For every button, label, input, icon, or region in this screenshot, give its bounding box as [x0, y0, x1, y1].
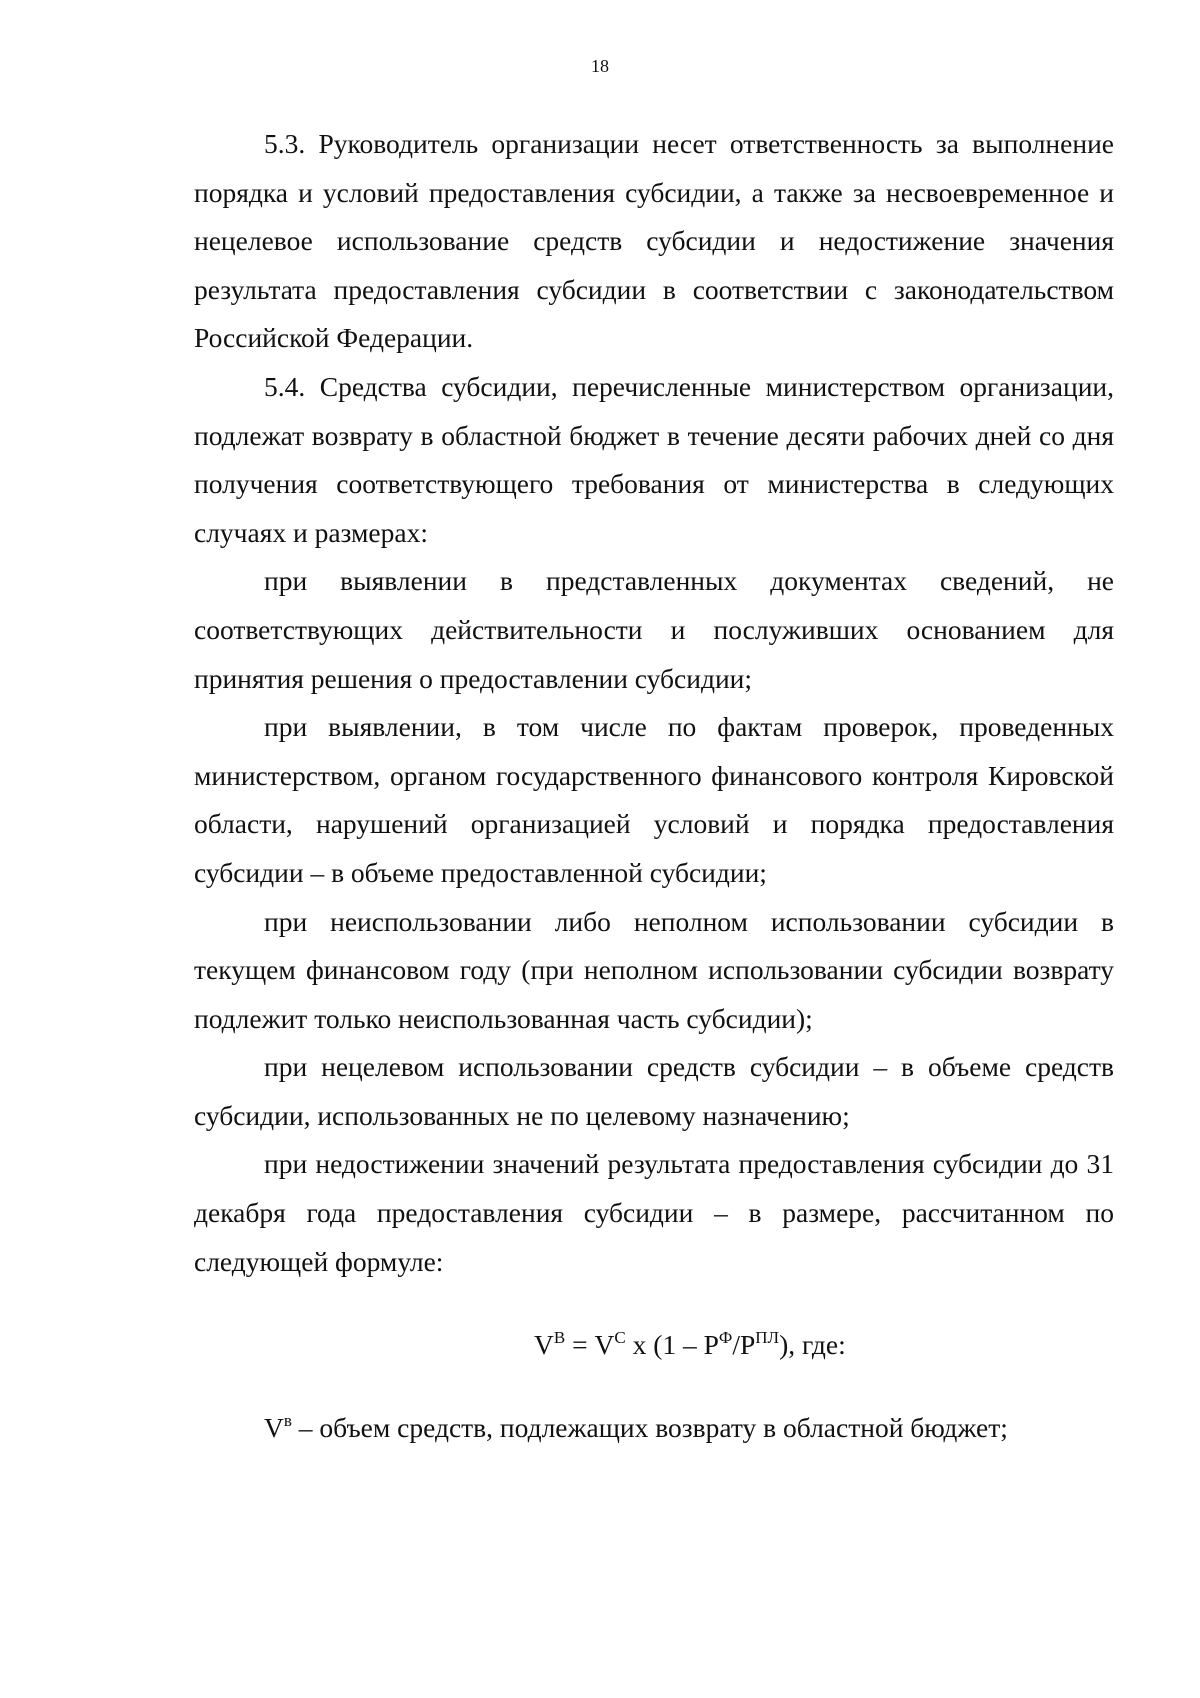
formula-slash: /P [732, 1329, 756, 1361]
paragraph-5-3: 5.3. Руководитель организации несет ответственность за выполнение порядка и условий предоставления субсидии, а также за несвоевременное и нецелевое использование средств субсидии и недостижение значения результата предоставления субсидии в соответствии с законодательством Российской Федерации. [194, 128, 1114, 354]
definition-sup: в [283, 1410, 292, 1430]
formula-sup-f: Ф [718, 1328, 733, 1348]
formula-sup-c: С [614, 1328, 626, 1348]
definition-v: V [264, 1411, 284, 1443]
paragraph-case-false-info: при выявлении в представленных документах сведений, не соответствующих действительности и послуживших основанием для принятия решения о предоставлении субсидии; [194, 565, 1114, 694]
paragraph-case-result: при недостижении значений результата предоставления субсидии до 31 декабря года предоставления субсидии – в размере, рассчитанном по следующей формуле: [194, 1148, 1114, 1277]
formula-middle: x (1 – P [625, 1329, 719, 1361]
formula-sup-pl: ПЛ [755, 1328, 780, 1348]
page-number: 18 [591, 56, 609, 76]
paragraph-5-4: 5.4. Средства субсидии, перечисленные министерством организации, подлежат возврату в областной бюджет в течение десяти рабочих дней со дня получения соответствующего требования от министерства в следующих случаях и размерах: [194, 370, 1114, 548]
definition-vb [194, 1404, 1114, 1453]
paragraph-case-unused: при неиспользовании либо неполном использовании субсидии в текущем финансовом году (при неполном использовании субсидии возврату подлежит только неиспользованная часть субсидии); [194, 905, 1114, 1034]
return-formula [194, 1321, 1114, 1370]
formula-equals: = [565, 1329, 595, 1361]
formula-ending: ), где: [779, 1329, 846, 1361]
formula-sup-b: В [553, 1328, 566, 1348]
document-body [194, 120, 1114, 1452]
formula-v-c: V [594, 1329, 615, 1361]
paragraph-case-violations: при выявлении, в том числе по фактам проверок, проведенных министерством, органом государственного финансового контроля Кировской области, нарушений организацией условий и порядка предоставления субсидии – в объеме предоставленной субсидии; [194, 711, 1114, 888]
formula-v: V [534, 1329, 554, 1361]
paragraph-case-misuse: при нецелевом использовании средств субсидии – в объеме средств субсидии, использованных не по целевому назначению; [194, 1051, 1114, 1131]
definition-text: – объем средств, подлежащих возврату в областной бюджет; [291, 1411, 1008, 1443]
